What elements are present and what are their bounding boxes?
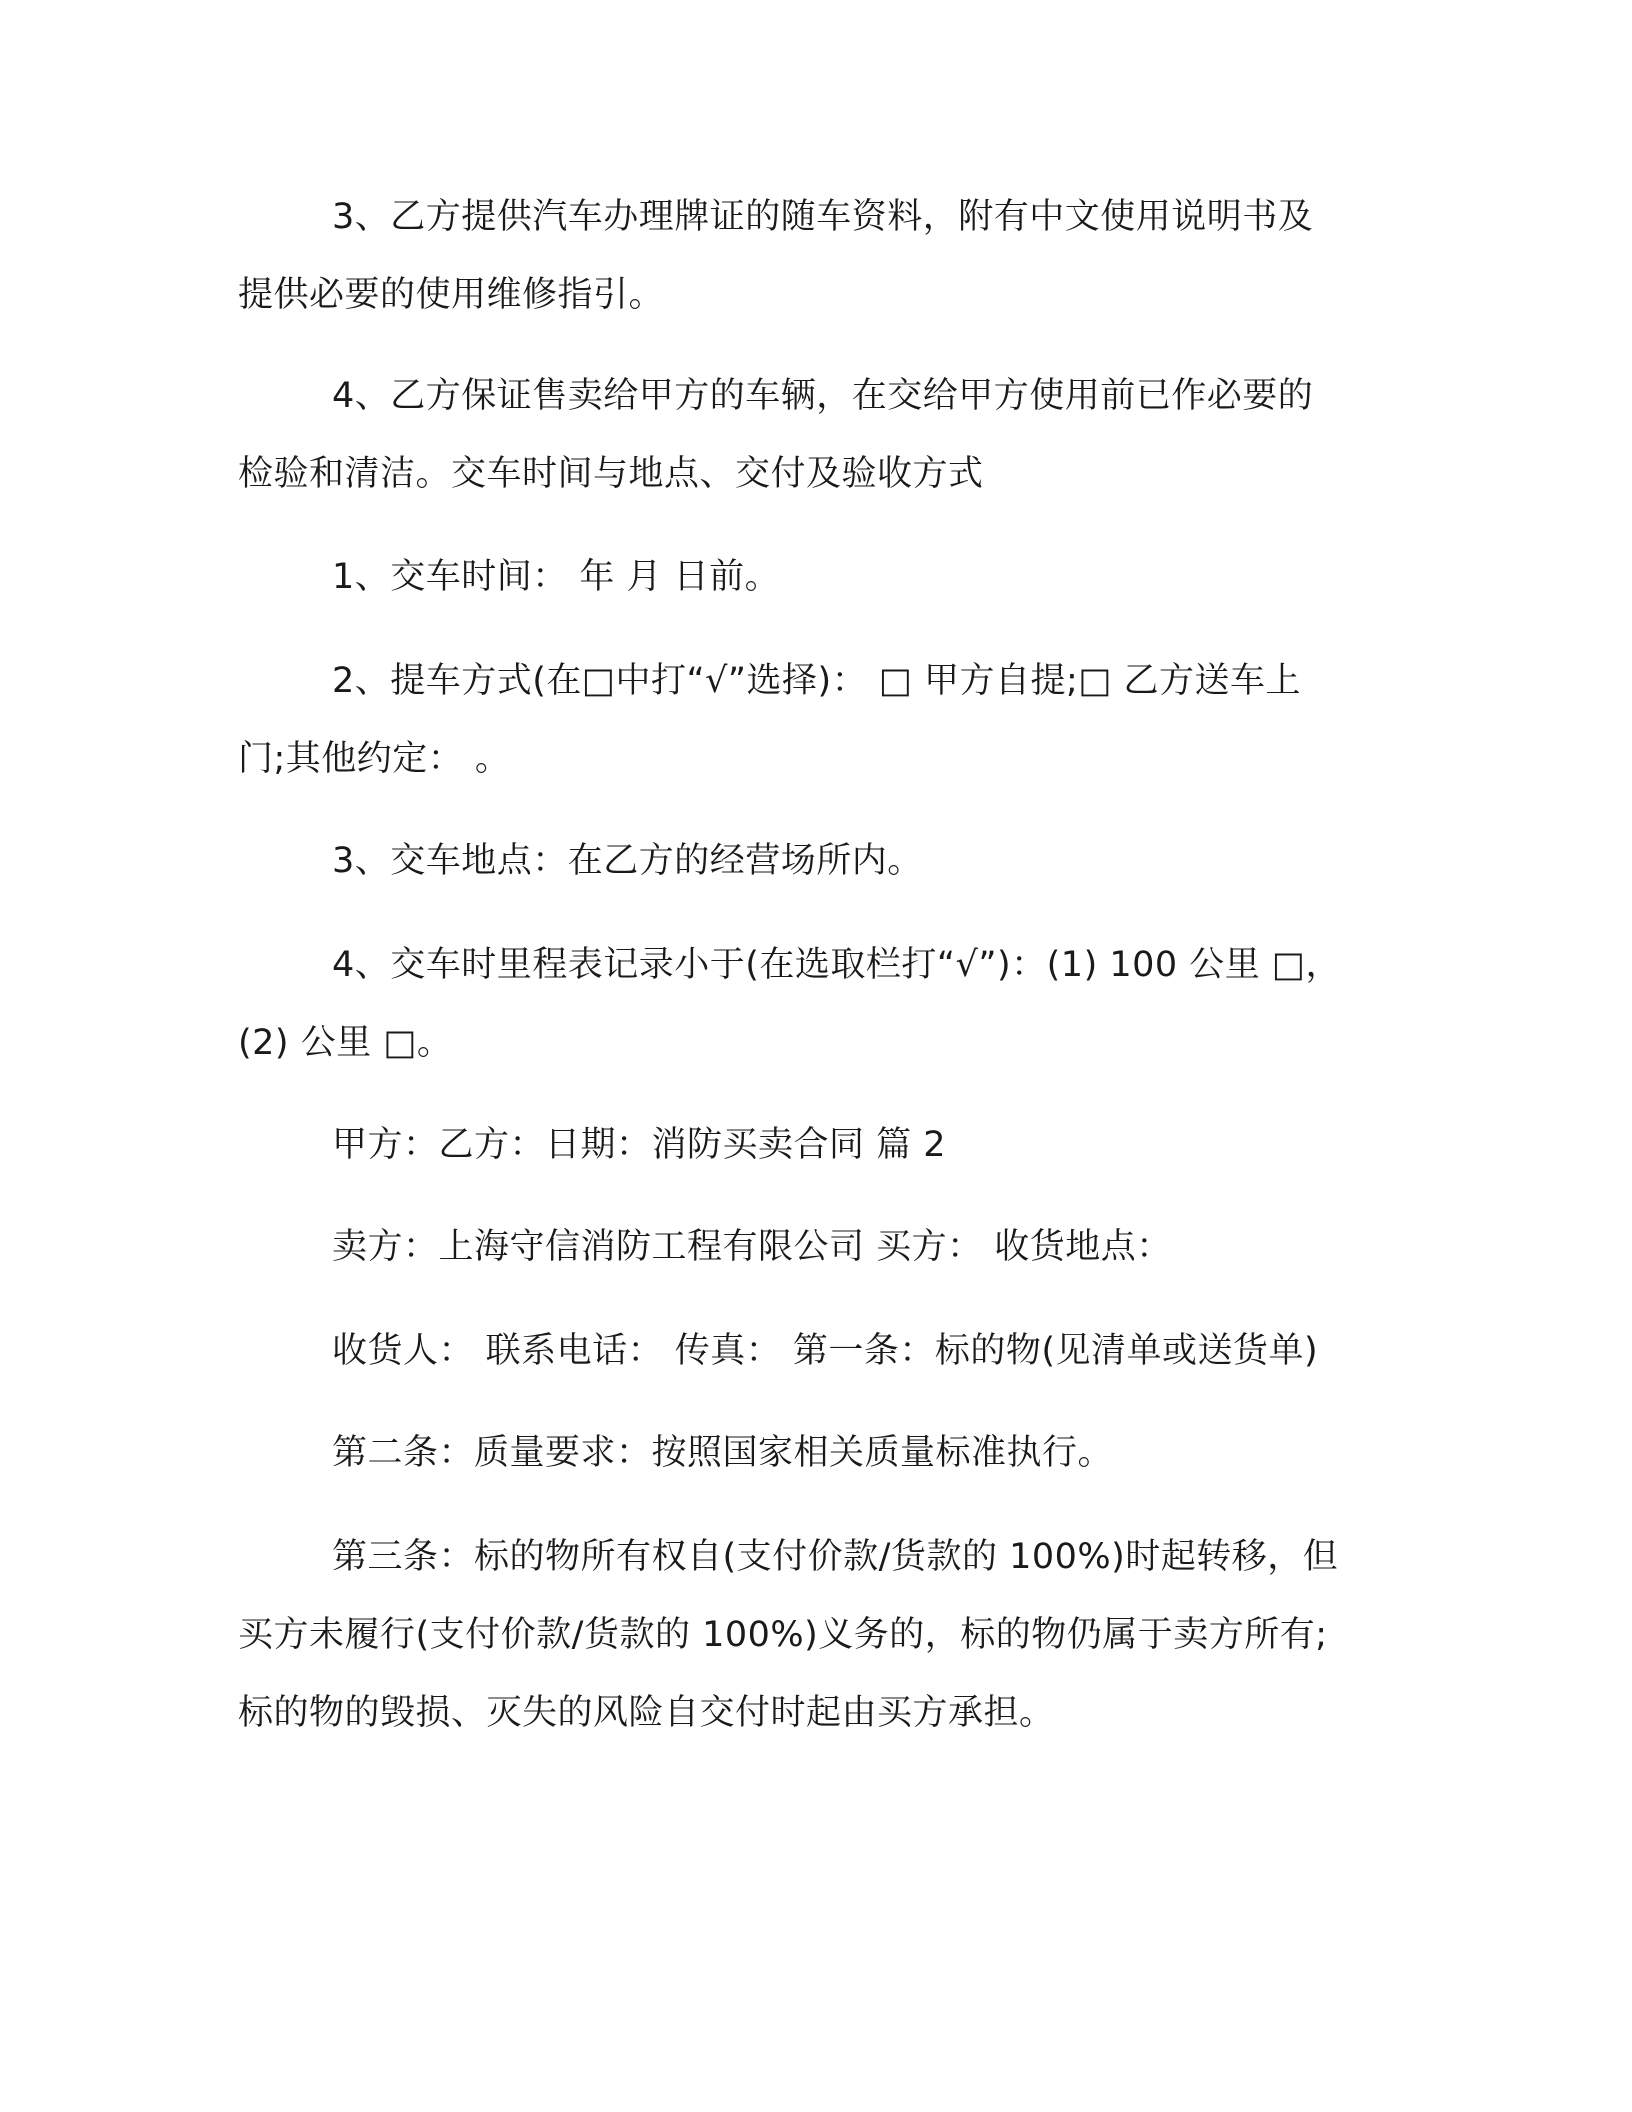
text-line: 4、交车时里程表记录小于(在选取栏打“√”)：(1) 100 公里 □， xyxy=(332,945,1341,985)
text-line: 第二条：质量要求：按照国家相关质量标准执行。 xyxy=(332,1433,1114,1473)
text-line: 4、乙方保证售卖给甲方的车辆，在交给甲方使用前已作必要的 xyxy=(332,376,1314,416)
text-line: 3、乙方提供汽车办理牌证的随车资料，附有中文使用说明书及 xyxy=(332,197,1314,237)
text-line: 甲方：乙方：日期：消防买卖合同 篇 2 xyxy=(332,1125,947,1165)
text-line: 门;其他约定： 。 xyxy=(238,739,511,779)
text-line: 提供必要的使用维修指引。 xyxy=(238,275,665,315)
paragraph-ownership-transfer xyxy=(238,1518,1398,1752)
text-line: 买方未履行(支付价款/货款的 100%)义务的，标的物仍属于卖方所有; xyxy=(238,1615,1328,1655)
paragraph-inspection-cleaning xyxy=(238,357,1398,513)
paragraph-quality xyxy=(238,1414,1398,1492)
text-line: 卖方：上海守信消防工程有限公司 买方： 收货地点： xyxy=(332,1227,1172,1267)
paragraph-vehicle-documents xyxy=(238,178,1398,334)
paragraph-delivery-time xyxy=(238,538,1398,616)
paragraph-odometer xyxy=(238,926,1398,1082)
paragraph-delivery-location xyxy=(238,822,1398,900)
text-line: 第三条：标的物所有权自(支付价款/货款的 100%)时起转移，但 xyxy=(332,1537,1339,1577)
text-line: 标的物的毁损、灭失的风险自交付时起由买方承担。 xyxy=(238,1693,1055,1733)
paragraph-consignee xyxy=(238,1312,1398,1390)
text-line: (2) 公里 □。 xyxy=(238,1023,453,1063)
text-line: 收货人： 联系电话： 传真： 第一条：标的物(见清单或送货单) xyxy=(332,1331,1319,1371)
text-line: 1、交车时间： 年 月 日前。 xyxy=(332,557,781,597)
paragraph-pickup-method xyxy=(238,642,1398,798)
paragraph-signatures-heading xyxy=(238,1106,1398,1184)
text-line: 2、提车方式(在□中打“√”选择)： □ 甲方自提;□ 乙方送车上 xyxy=(332,661,1302,701)
paragraph-seller-buyer xyxy=(238,1208,1398,1286)
text-line: 3、交车地点：在乙方的经营场所内。 xyxy=(332,841,923,881)
text-line: 检验和清洁。交车时间与地点、交付及验收方式 xyxy=(238,454,984,494)
